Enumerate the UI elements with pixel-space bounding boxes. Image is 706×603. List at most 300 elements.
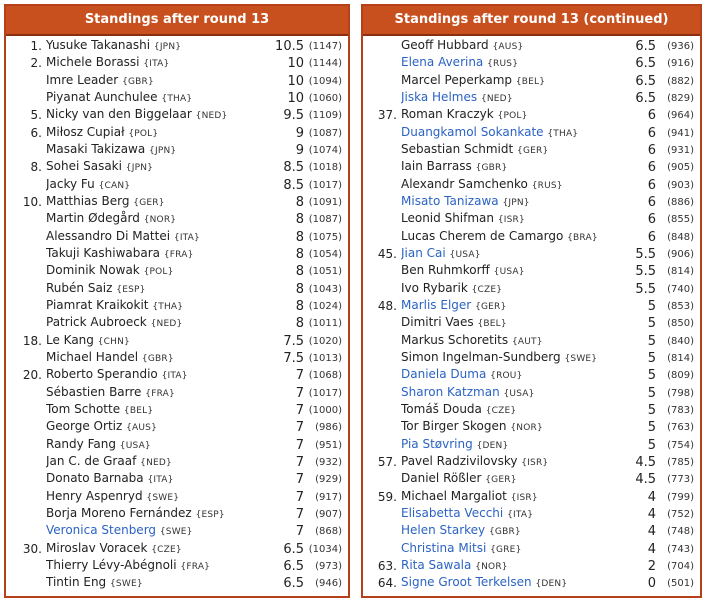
score: 7 — [295, 368, 304, 384]
player-name: Sharon Katzman — [401, 384, 500, 399]
player-name: Iain Barrass — [401, 159, 472, 174]
score: 5 — [647, 368, 656, 384]
player-name: Ivo Rybarik — [401, 280, 468, 295]
panel-title: Standings after round 13 — [6, 6, 348, 36]
player-name: Michael Margaliot — [401, 488, 507, 503]
rating: (886) — [667, 196, 694, 208]
player-name: Borja Moreno Fernández — [46, 505, 192, 520]
player-name: Alexandr Samchenko — [401, 176, 528, 191]
player-country: {GER} — [475, 301, 507, 312]
rating: (916) — [667, 58, 694, 70]
player-name: Le Kang — [46, 332, 94, 347]
player-name: Sebastian Schmidt — [401, 141, 514, 156]
score: 5 — [647, 298, 656, 314]
score: 6.5 — [283, 576, 304, 592]
player-name: Tor Birger Skogen — [401, 419, 507, 434]
standings-row — [363, 194, 700, 211]
score: 10 — [287, 73, 304, 89]
player-name: Takuji Kashiwabara — [46, 245, 160, 260]
standings-row — [6, 489, 348, 506]
standings-row — [6, 90, 348, 107]
score: 7 — [295, 420, 304, 436]
rating: (973) — [315, 560, 342, 572]
standings-row — [6, 211, 348, 228]
rating: (809) — [667, 370, 694, 382]
score: 6.5 — [635, 56, 656, 72]
player-name: Ben Ruhmkorff — [401, 263, 490, 278]
player-country: {USA} — [503, 388, 535, 399]
standings-row — [363, 107, 700, 124]
score: 6 — [647, 108, 656, 124]
player-name: Yusuke Takanashi — [46, 38, 151, 52]
rating: (1018) — [308, 162, 342, 174]
standings-row — [6, 558, 348, 575]
player-country: {USA} — [119, 440, 151, 451]
score: 5 — [647, 437, 656, 453]
rating: (882) — [667, 75, 694, 87]
rank: 18. — [22, 333, 42, 348]
standings-row — [363, 471, 700, 488]
standings-row — [6, 575, 348, 592]
rating: (946) — [315, 578, 342, 590]
player-country: {THA} — [161, 93, 193, 104]
player-name: George Ortiz — [46, 419, 123, 434]
standings-row — [363, 315, 700, 332]
player-country: {CAN} — [98, 180, 131, 191]
standings-row — [363, 333, 700, 350]
rating: (1024) — [308, 300, 342, 312]
score: 6 — [647, 142, 656, 158]
standings-row — [363, 523, 700, 540]
rating: (763) — [667, 422, 694, 434]
player-name: Lucas Cherem de Camargo — [401, 228, 564, 243]
player-name: Sohei Sasaki — [46, 159, 122, 174]
score: 6 — [647, 229, 656, 245]
score: 6.5 — [635, 90, 656, 106]
player-name: Jan C. de Graaf — [46, 453, 137, 468]
standings-row — [6, 38, 348, 55]
standings-row — [363, 575, 700, 592]
player-country: {FRA} — [180, 561, 211, 572]
standings-row — [6, 107, 348, 124]
rating: (936) — [667, 41, 694, 52]
score: 7.5 — [283, 333, 304, 349]
standings-row — [6, 541, 348, 558]
rank: 20. — [22, 368, 42, 383]
player-name: Pavel Radzivilovsky — [401, 453, 518, 468]
score: 4.5 — [635, 454, 656, 470]
score: 7 — [295, 489, 304, 505]
rank: 10. — [22, 194, 42, 209]
rating: (1051) — [308, 266, 342, 278]
standings-row — [363, 38, 700, 55]
player-country: {THA} — [152, 301, 184, 312]
standings-row — [363, 142, 700, 159]
rating: (754) — [667, 439, 694, 451]
score: 6 — [647, 125, 656, 141]
score: 8 — [295, 298, 304, 314]
score: 4 — [647, 506, 656, 522]
rating: (907) — [315, 508, 342, 520]
player-country: {GBR} — [475, 163, 508, 174]
player-country: {GBR} — [489, 527, 521, 538]
rating: (773) — [667, 474, 694, 486]
player-name: Masaki Takizawa — [46, 141, 146, 156]
player-country: {ITA} — [161, 371, 188, 382]
player-country: {DEN} — [476, 440, 509, 451]
score: 5.5 — [635, 246, 656, 262]
player-country: {JPN} — [125, 163, 154, 174]
player-name: Christina Mitsi — [401, 540, 487, 555]
rank: 64. — [377, 576, 397, 591]
score: 6 — [647, 194, 656, 210]
player-country: {JPN} — [149, 145, 177, 156]
standings-row — [363, 263, 700, 280]
score: 7 — [295, 437, 304, 453]
score: 9 — [295, 142, 304, 158]
player-name: Helen Starkey — [401, 523, 486, 538]
standings-row — [6, 142, 348, 159]
player-country: {GBR} — [122, 76, 154, 87]
player-country: {JPN} — [153, 42, 182, 52]
player-name: Sébastien Barre — [46, 384, 142, 399]
rating: (501) — [667, 578, 694, 590]
player-country: {SWE} — [159, 527, 193, 538]
standings-row — [6, 263, 348, 280]
standings-list — [6, 36, 348, 593]
player-country: {AUS} — [492, 42, 524, 52]
rating: (1020) — [308, 335, 342, 347]
score: 5 — [647, 316, 656, 332]
player-country: {ISR} — [521, 457, 549, 468]
player-name: Imre Leader — [46, 72, 119, 87]
rating: (1017) — [308, 387, 342, 399]
player-name: Daniel Rößler — [401, 471, 482, 486]
score: 6 — [647, 160, 656, 176]
player-name: Jian Cai — [401, 245, 446, 260]
player-name: Alessandro Di Mattei — [46, 228, 171, 243]
standings-row — [363, 350, 700, 367]
standings-row — [363, 419, 700, 436]
player-country: {AUS} — [126, 423, 158, 434]
standings-row — [6, 506, 348, 523]
rating: (1091) — [308, 196, 342, 208]
player-name: Michael Handel — [46, 349, 139, 364]
score: 7 — [295, 472, 304, 488]
standings-row — [6, 437, 348, 454]
standings-panel-left — [4, 4, 350, 598]
standings-row — [6, 159, 348, 176]
player-country: {CZE} — [485, 405, 517, 416]
rank: 45. — [377, 246, 397, 261]
rating: (906) — [667, 248, 694, 260]
player-name: Dominik Nowak — [46, 263, 140, 278]
rating: (704) — [667, 560, 694, 572]
rank: 30. — [22, 541, 42, 556]
standings-row — [6, 55, 348, 72]
rating: (903) — [667, 179, 694, 191]
rating: (931) — [667, 144, 694, 156]
player-country: {CZE} — [151, 544, 182, 555]
score: 10.5 — [275, 39, 304, 54]
score: 4 — [647, 541, 656, 557]
score: 10 — [287, 90, 304, 106]
score: 7 — [295, 402, 304, 418]
rank: 57. — [377, 454, 397, 469]
rating: (905) — [667, 162, 694, 174]
standings-row — [363, 506, 700, 523]
player-country: {NOR} — [143, 215, 177, 226]
player-country: {SWE} — [110, 579, 143, 590]
player-name: Markus Schoretits — [401, 332, 509, 347]
player-name: Marlis Elger — [401, 297, 472, 312]
standings-row — [6, 523, 348, 540]
player-country: {JPN} — [502, 197, 530, 208]
player-country: {ITA} — [507, 509, 534, 520]
rank: 63. — [377, 558, 397, 573]
rating: (853) — [667, 300, 694, 312]
player-country: {FRA} — [163, 249, 194, 260]
score: 2 — [647, 558, 656, 574]
score: 8 — [295, 264, 304, 280]
player-country: {THA} — [547, 128, 579, 139]
player-name: Michele Borassi — [46, 55, 140, 70]
rating: (1068) — [308, 370, 342, 382]
player-name: Pia Støvring — [401, 436, 473, 451]
player-name: Piamrat Kraikokit — [46, 297, 149, 312]
score: 6 — [647, 212, 656, 228]
standings-row — [6, 333, 348, 350]
rating: (1017) — [308, 179, 342, 191]
standings-row — [363, 367, 700, 384]
standings-row — [6, 367, 348, 384]
player-country: {ESP} — [116, 284, 146, 295]
player-country: {USA} — [493, 267, 525, 278]
score: 8.5 — [283, 177, 304, 193]
standings-row — [6, 194, 348, 211]
standings-row — [6, 315, 348, 332]
player-country: {ESP} — [195, 509, 225, 520]
rating: (743) — [667, 543, 694, 555]
score: 8 — [295, 229, 304, 245]
player-name: Piyanat Aunchulee — [46, 89, 158, 104]
player-name: Henry Aspenryd — [46, 488, 143, 503]
standings-row — [363, 125, 700, 142]
score: 6 — [647, 177, 656, 193]
rating: (951) — [315, 439, 342, 451]
player-country: {POL} — [143, 267, 174, 278]
player-name: Jiska Helmes — [401, 89, 478, 104]
rating: (752) — [667, 508, 694, 520]
rating: (740) — [667, 283, 694, 295]
score: 5 — [647, 333, 656, 349]
standings-row — [363, 454, 700, 471]
score: 6.5 — [635, 73, 656, 89]
player-country: {AUT} — [511, 336, 543, 347]
rating: (929) — [315, 474, 342, 486]
score: 9 — [295, 125, 304, 141]
player-country: {NED} — [150, 319, 183, 330]
standings-row — [363, 211, 700, 228]
score: 4 — [647, 489, 656, 505]
standings-row — [363, 437, 700, 454]
rating: (783) — [667, 404, 694, 416]
player-country: {BEL} — [123, 405, 154, 416]
rating: (1087) — [308, 214, 342, 226]
score: 7 — [295, 506, 304, 522]
standings-row — [6, 281, 348, 298]
rating: (1043) — [308, 283, 342, 295]
player-country: {BEL} — [477, 319, 507, 330]
player-name: Tintin Eng — [46, 575, 107, 590]
player-name: Miłosz Cupiał — [46, 124, 125, 139]
rating: (932) — [315, 456, 342, 468]
rating: (814) — [667, 352, 694, 364]
player-country: {GRE} — [490, 544, 522, 555]
player-name-cell — [46, 574, 268, 593]
player-name: Leonid Shifman — [401, 211, 494, 226]
player-country: {RUS} — [487, 59, 519, 70]
player-country: {ITA} — [147, 475, 174, 486]
player-country: {GBR} — [141, 353, 174, 364]
standings-row — [363, 55, 700, 72]
rating: (1011) — [308, 318, 342, 330]
rating: (1109) — [308, 110, 342, 122]
score: 8.5 — [283, 160, 304, 176]
standings-row — [363, 298, 700, 315]
standings-row — [6, 229, 348, 246]
score: 4 — [647, 524, 656, 540]
player-name: Roberto Sperandio — [46, 367, 158, 382]
rank: 2. — [30, 56, 42, 71]
score: 4.5 — [635, 472, 656, 488]
rank: 5. — [30, 108, 42, 123]
player-country: {CHN} — [97, 336, 130, 347]
rating: (1054) — [308, 248, 342, 260]
player-name: Nicky van den Biggelaar — [46, 107, 192, 122]
score: 6.5 — [635, 39, 656, 54]
rating: (868) — [315, 526, 342, 538]
player-name: Matthias Berg — [46, 193, 130, 208]
rating: (941) — [667, 127, 694, 139]
player-country: {BEL} — [515, 76, 546, 87]
rating: (785) — [667, 456, 694, 468]
score: 8 — [295, 281, 304, 297]
player-name: Miroslav Voracek — [46, 540, 148, 555]
player-name: Rita Sawala — [401, 557, 472, 572]
standings-row — [6, 454, 348, 471]
rating: (848) — [667, 231, 694, 243]
standings-row — [6, 298, 348, 315]
score: 5.5 — [635, 264, 656, 280]
player-country: {NOR} — [475, 561, 508, 572]
player-country: {ISR} — [497, 215, 525, 226]
player-country: {ITA} — [143, 59, 170, 70]
standings-row — [363, 489, 700, 506]
player-country: {POL} — [497, 111, 528, 122]
standings-panel-right — [361, 4, 702, 598]
standings-row — [363, 402, 700, 419]
rank: 48. — [377, 298, 397, 313]
rating: (855) — [667, 214, 694, 226]
player-name: Veronica Stenberg — [46, 523, 157, 538]
standings-row — [6, 125, 348, 142]
player-name: Thierry Lévy-Abégnoli — [46, 557, 177, 572]
score: 7.5 — [283, 350, 304, 366]
rating: (829) — [667, 92, 694, 104]
player-country: {ISR} — [510, 492, 538, 503]
player-name: Elisabetta Vecchi — [401, 505, 504, 520]
rating: (1075) — [308, 231, 342, 243]
standings-row — [6, 73, 348, 90]
player-name: Patrick Aubroeck — [46, 315, 147, 330]
player-name: Jacky Fu — [46, 176, 95, 191]
standings-row — [6, 402, 348, 419]
score: 6.5 — [283, 541, 304, 557]
score: 8 — [295, 194, 304, 210]
player-country: {ROU} — [490, 371, 523, 382]
rating: (1087) — [308, 127, 342, 139]
standings-row — [363, 541, 700, 558]
player-name: Marcel Peperkamp — [401, 72, 513, 87]
score: 7 — [295, 524, 304, 540]
player-name: Randy Fang — [46, 436, 116, 451]
player-name: Signe Groot Terkelsen — [401, 575, 532, 590]
rank: 6. — [30, 125, 42, 140]
score: 5 — [647, 350, 656, 366]
standings-row — [6, 419, 348, 436]
player-name: Geoff Hubbard — [401, 38, 489, 52]
score: 0 — [647, 576, 656, 592]
rating: (798) — [667, 387, 694, 399]
player-name: Duangkamol Sokankate — [401, 124, 544, 139]
rating: (799) — [667, 491, 694, 503]
player-name: Roman Kraczyk — [401, 107, 494, 122]
player-country: {FRA} — [145, 388, 175, 399]
player-country: {BRA} — [567, 232, 598, 243]
player-country: {NED} — [195, 111, 228, 122]
rating: (1074) — [308, 144, 342, 156]
rank: 1. — [30, 39, 42, 53]
rank: 37. — [377, 108, 397, 123]
player-country: {USA} — [449, 249, 481, 260]
score: 8 — [295, 212, 304, 228]
rating: (748) — [667, 526, 694, 538]
rank: 59. — [377, 489, 397, 504]
standings-list — [363, 36, 700, 593]
player-name: Daniela Duma — [401, 367, 487, 382]
player-country: {GER} — [485, 475, 517, 486]
player-name: Donato Barnaba — [46, 471, 144, 486]
score: 5 — [647, 385, 656, 401]
player-name: Simon Ingelman-Sundberg — [401, 349, 561, 364]
rating: (1147) — [308, 41, 342, 52]
standings-row — [6, 471, 348, 488]
rating: (1144) — [308, 58, 342, 70]
player-name: Tom Schotte — [46, 401, 121, 416]
score: 8 — [295, 246, 304, 262]
rating: (1013) — [308, 352, 342, 364]
standings-row — [363, 229, 700, 246]
standings-row — [363, 159, 700, 176]
player-name-cell — [401, 574, 626, 593]
player-country: {NED} — [140, 457, 172, 468]
rating: (917) — [315, 491, 342, 503]
standings-row — [6, 177, 348, 194]
standings-row — [363, 177, 700, 194]
standings-row — [363, 246, 700, 263]
rating: (1000) — [308, 404, 342, 416]
